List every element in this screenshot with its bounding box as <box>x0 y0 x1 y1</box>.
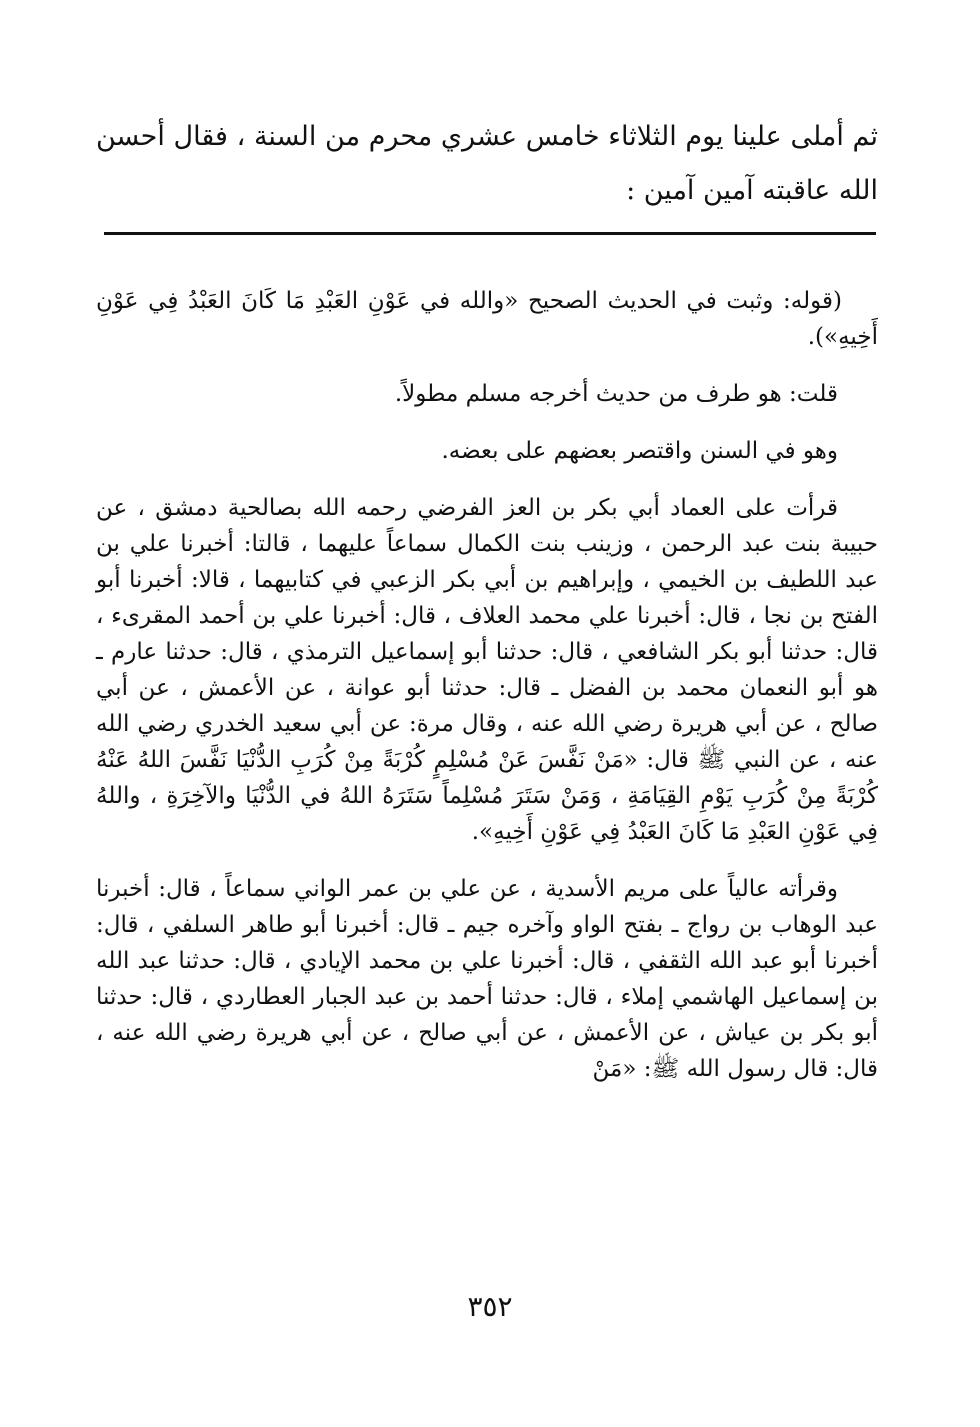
page-number: ٣٥٢ <box>467 1290 513 1323</box>
page-body <box>96 283 878 1108</box>
header-text: ثم أملى علينا يوم الثلاثاء خامس عشري محرم من السنة ، فقال أحسن الله عاقبته آمين آمين : <box>96 121 878 206</box>
paragraph-quote: (قوله: وثبت في الحديث الصحيح «والله في عَوْنِ العَبْدِ مَا كَانَ العَبْدُ فِي عَوْنِ أَخِيهِ»). <box>96 288 878 350</box>
paragraph-isnad-2: وقرأته عالياً على مريم الأسدية ، عن علي بن عمر الواني سماعاً ، قال: أخبرنا عبد الوهاب بن رواج ـ بفتح الواو وآخره جيم ـ قال: أخبرنا أبو طاهر السلفي ، قال: أخبرنا أبو عبد الله الثقفي ، قال: أخبرنا علي بن محمد الإيادي ، قال: حدثنا عبد الله بن إسماعيل الهاشمي إملاء ، قال: حدثنا أحمد بن عبد الجبار العطاردي ، قال: حدثنا أبو بكر بن عياش ، عن الأعمش ، عن أبي صالح ، عن أبي هريرة رضي الله عنه ، قال: قال رسول الله ﷺ: «مَنْ <box>96 876 878 1082</box>
paragraph-sunan: وهو في السنن واقتصر بعضهم على بعضه. <box>441 438 838 464</box>
page-header-block <box>96 110 878 218</box>
paragraph-comment: قلت: هو طرف من حديث أخرجه مسلم مطولاً. <box>394 381 838 407</box>
header-divider <box>104 232 876 235</box>
paragraph-isnad-1: قرأت على العماد أبي بكر بن العز الفرضي رحمه الله بصالحية دمشق ، عن حبيبة بنت عبد الرحمن ، وزينب بنت الكمال سماعاً عليهما ، قالتا: أخبرنا علي بن عبد اللطيف بن الخيمي ، وإبراهيم بن أبي بكر الزعبي في كتابيهما ، قالا: أخبرنا أبو الفتح بن نجا ، قال: أخبرنا علي محمد العلاف ، قال: أخبرنا علي بن أحمد المقرىء ، قال: حدثنا أبو بكر الشافعي ، قال: حدثنا أبو إسماعيل الترمذي ، قال: حدثنا عارم ـ هو أبو النعمان محمد بن الفضل ـ قال: حدثنا أبو عوانة ، عن الأعمش ، عن أبي صالح ، عن أبي هريرة رضي الله عنه ، وقال مرة: عن أبي سعيد الخدري رضي الله عنه ، عن النبي ﷺ قال: «مَنْ نَفَّسَ عَنْ مُسْلِمٍ كُرْبَةً مِنْ كُرَبِ الدُّنْيَا نَفَّسَ اللهُ عَنْهُ كُرْبَةً مِنْ كُرَبِ يَوْمِ القِيَامَةِ ، وَمَنْ سَتَرَ مُسْلِماً سَتَرَهُ اللهُ في الدُّنْيَا والآخِرَةِ ، واللهُ فِي عَوْنِ العَبْدِ مَا كَانَ العَبْدُ فِي عَوْنِ أَخِيهِ». <box>96 495 878 845</box>
